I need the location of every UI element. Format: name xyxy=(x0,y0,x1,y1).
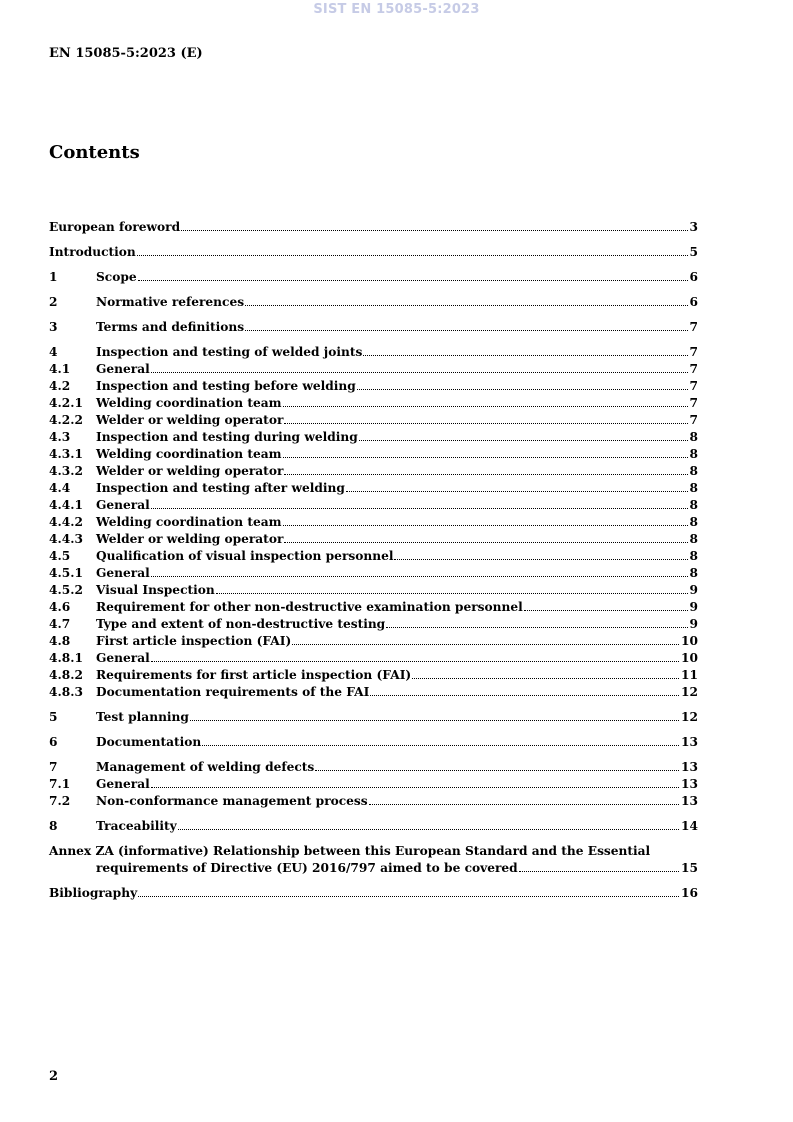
page-ref: 11 xyxy=(681,668,698,682)
toc-entry-4[interactable]: 4 Inspection and testing of welded joints 7 xyxy=(49,345,698,359)
toc-entry-7-1[interactable]: 7.1 General 13 xyxy=(49,777,698,791)
toc-entry-4-8[interactable]: 4.8 First article inspection (FAI) 10 xyxy=(49,634,698,648)
toc-entry-4-5-1[interactable]: 4.5.1 General 8 xyxy=(49,566,698,580)
page-ref: 7 xyxy=(689,413,698,427)
toc-entry-5[interactable]: 5 Test planning 12 xyxy=(49,710,698,724)
section-number: 4.2.2 xyxy=(49,413,83,427)
page-ref: 6 xyxy=(689,270,698,284)
section-number: 4.8.1 xyxy=(49,651,83,665)
page-ref: 9 xyxy=(689,583,698,597)
toc-entry-4-8-2[interactable]: 4.8.2 Requirements for first article inspection (FAI) 11 xyxy=(49,668,698,682)
section-number: 4.2 xyxy=(49,379,71,393)
section-number: 6 xyxy=(49,735,58,749)
section-number: 4.2.1 xyxy=(49,396,83,410)
page-ref: 3 xyxy=(689,220,698,234)
page-ref: 13 xyxy=(681,794,698,808)
annex-title-line1: Annex ZA (informative) Relationship between this European Standard and the Essential xyxy=(49,844,651,858)
table-of-contents xyxy=(49,219,698,902)
page-ref: 13 xyxy=(681,735,698,749)
page-ref: 8 xyxy=(689,481,698,495)
toc-entry-4-2[interactable]: 4.2 Inspection and testing before welding 7 xyxy=(49,379,698,393)
page-ref: 15 xyxy=(681,861,698,875)
toc-entry-bibliography[interactable]: Bibliography 16 xyxy=(49,886,698,900)
section-number: 4.8 xyxy=(49,634,71,648)
toc-entry-4-1[interactable]: 4.1 General 7 xyxy=(49,362,698,376)
page-ref: 8 xyxy=(689,430,698,444)
toc-entry-3[interactable]: 3 Terms and definitions 7 xyxy=(49,320,698,334)
section-number: 4.8.2 xyxy=(49,668,83,682)
page-ref: 7 xyxy=(689,379,698,393)
section-number: 8 xyxy=(49,819,58,833)
page-ref: 12 xyxy=(681,710,698,724)
toc-entry-annex-za[interactable] xyxy=(49,843,698,877)
toc-entry-4-8-3[interactable]: 4.8.3 Documentation requirements of the FAI 12 xyxy=(49,685,698,699)
section-number: 4.1 xyxy=(49,362,71,376)
page-ref: 8 xyxy=(689,532,698,546)
page-ref: 6 xyxy=(689,295,698,309)
watermark: SIST EN 15085-5:2023 xyxy=(313,2,480,17)
section-number: 1 xyxy=(49,270,58,284)
toc-entry-4-2-1[interactable]: 4.2.1 Welding coordination team 7 xyxy=(49,396,698,410)
section-number: 3 xyxy=(49,320,58,334)
page-ref: 13 xyxy=(681,777,698,791)
page-ref: 13 xyxy=(681,760,698,774)
page-ref: 8 xyxy=(689,447,698,461)
annex-title-line2: requirements of Directive (EU) 2016/797 aimed to be covered xyxy=(96,861,518,875)
section-number: 4.3 xyxy=(49,430,71,444)
section-number: 4.8.3 xyxy=(49,685,83,699)
section-number: 4.3.2 xyxy=(49,464,83,478)
toc-entry-7[interactable]: 7 Management of welding defects 13 xyxy=(49,760,698,774)
page-ref: 8 xyxy=(689,566,698,580)
toc-entry-6[interactable]: 6 Documentation 13 xyxy=(49,735,698,749)
section-number: 4.5.2 xyxy=(49,583,83,597)
toc-entry-4-8-1[interactable]: 4.8.1 General 10 xyxy=(49,651,698,665)
page-ref: 14 xyxy=(681,819,698,833)
toc-entry-4-5-2[interactable]: 4.5.2 Visual Inspection 9 xyxy=(49,583,698,597)
page-ref: 9 xyxy=(689,600,698,614)
toc-entry-4-6[interactable]: 4.6 Requirement for other non-destructive examination personnel 9 xyxy=(49,600,698,614)
section-number: 4.4 xyxy=(49,481,71,495)
section-number: 4.4.1 xyxy=(49,498,83,512)
toc-entry-4-3-2[interactable]: 4.3.2 Welder or welding operator 8 xyxy=(49,464,698,478)
document-id: EN 15085-5:2023 (E) xyxy=(49,46,203,61)
toc-entry-8[interactable]: 8 Traceability 14 xyxy=(49,819,698,833)
toc-entry-2[interactable]: 2 Normative references 6 xyxy=(49,295,698,309)
toc-entry-7-2[interactable]: 7.2 Non-conformance management process 13 xyxy=(49,794,698,808)
section-number: 2 xyxy=(49,295,58,309)
section-number: 4.6 xyxy=(49,600,71,614)
toc-entry-4-4[interactable]: 4.4 Inspection and testing after welding 8 xyxy=(49,481,698,495)
toc-entry-4-3-1[interactable]: 4.3.1 Welding coordination team 8 xyxy=(49,447,698,461)
section-number: 4.4.2 xyxy=(49,515,83,529)
page-ref: 10 xyxy=(681,651,698,665)
toc-entry-4-4-2[interactable]: 4.4.2 Welding coordination team 8 xyxy=(49,515,698,529)
page-ref: 8 xyxy=(689,498,698,512)
page-ref: 7 xyxy=(689,345,698,359)
page-number: 2 xyxy=(49,1069,59,1084)
toc-entry-european-foreword[interactable]: European foreword 3 xyxy=(49,220,698,234)
page-ref: 9 xyxy=(689,617,698,631)
toc-entry-4-7[interactable]: 4.7 Type and extent of non-destructive testing 9 xyxy=(49,617,698,631)
toc-entry-1[interactable]: 1 Scope 6 xyxy=(49,270,698,284)
section-number: 4.3.1 xyxy=(49,447,83,461)
page-ref: 12 xyxy=(681,685,698,699)
section-number: 4.5.1 xyxy=(49,566,83,580)
page-ref: 16 xyxy=(681,886,698,900)
toc-entry-introduction[interactable]: Introduction 5 xyxy=(49,245,698,259)
page-ref: 10 xyxy=(681,634,698,648)
section-number: 5 xyxy=(49,710,58,724)
section-number: 4.4.3 xyxy=(49,532,83,546)
page-ref: 8 xyxy=(689,515,698,529)
toc-entry-4-4-3[interactable]: 4.4.3 Welder or welding operator 8 xyxy=(49,532,698,546)
page-ref: 7 xyxy=(689,362,698,376)
page-ref: 8 xyxy=(689,549,698,563)
toc-entry-4-3[interactable]: 4.3 Inspection and testing during welding 8 xyxy=(49,430,698,444)
page-ref: 7 xyxy=(689,320,698,334)
toc-entry-4-4-1[interactable]: 4.4.1 General 8 xyxy=(49,498,698,512)
contents-title: Contents xyxy=(49,142,140,163)
toc-entry-4-2-2[interactable]: 4.2.2 Welder or welding operator 7 xyxy=(49,413,698,427)
page-ref: 7 xyxy=(689,396,698,410)
section-number: 7.2 xyxy=(49,794,71,808)
page-ref: 5 xyxy=(689,245,698,259)
toc-entry-4-5[interactable]: 4.5 Qualification of visual inspection personnel 8 xyxy=(49,549,698,563)
section-number: 7.1 xyxy=(49,777,71,791)
section-number: 7 xyxy=(49,760,58,774)
section-number: 4.7 xyxy=(49,617,71,631)
section-number: 4.5 xyxy=(49,549,71,563)
section-number: 4 xyxy=(49,345,58,359)
page-ref: 8 xyxy=(689,464,698,478)
